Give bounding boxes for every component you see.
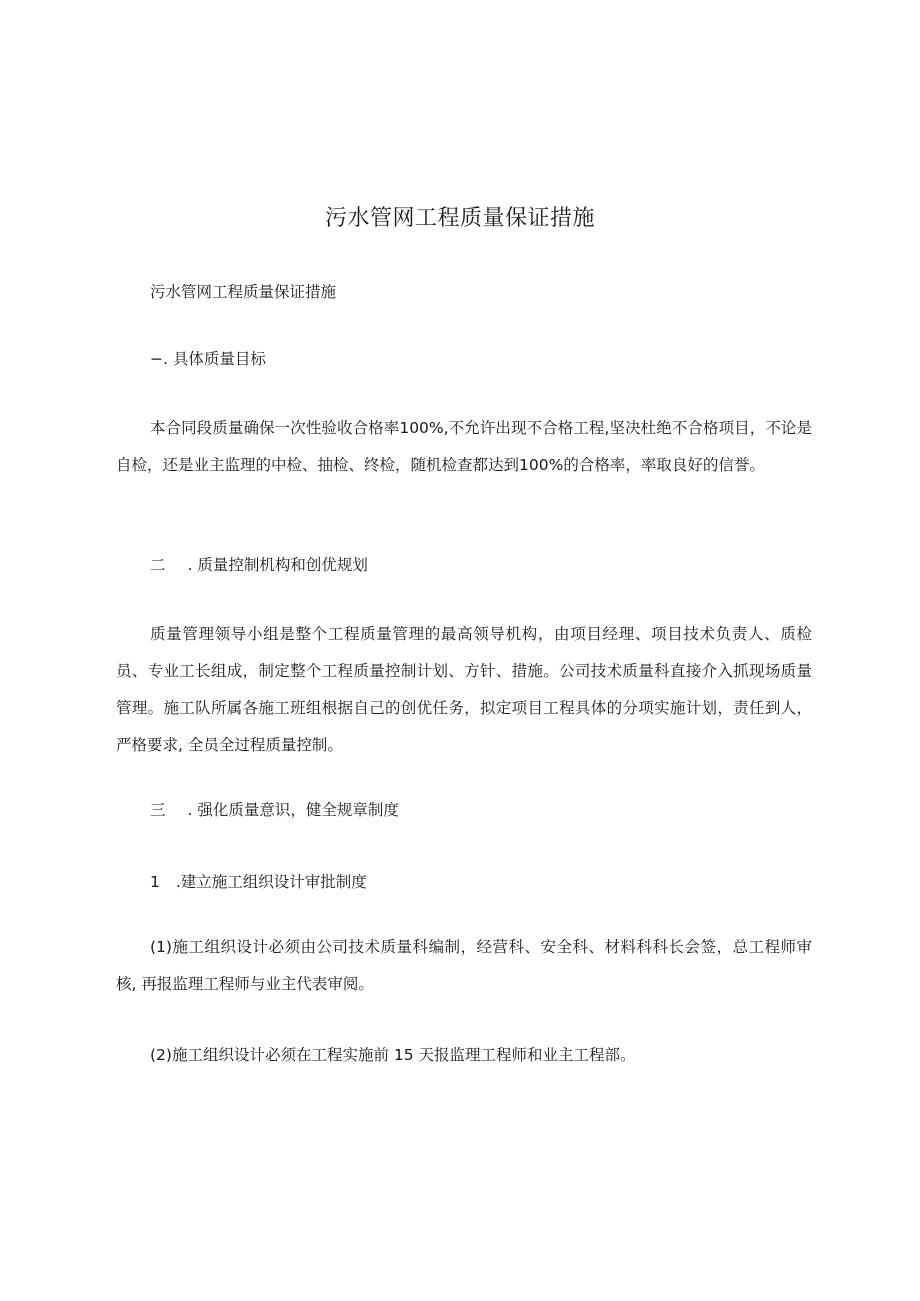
section-1-paragraph: 本合同段质量确保一次性验收合格率100%,不允许出现不合格工程,坚决杜绝不合格项目，不论是自检，还是业主监理的中检、抽检、终检，随机检查都达到100%的合格率，率取良好的信誉。 bbox=[116, 419, 812, 474]
section-3-number: 三 bbox=[150, 801, 166, 819]
subsection-item-1: (1)施工组织设计必须由公司技术质量科编制，经营科、安全科、材料科科长会签，总工程师审核, 再报监理工程师与业主代表审阅。 bbox=[116, 938, 812, 993]
section-2-heading-text: . 质量控制机构和创优规划 bbox=[187, 556, 368, 574]
section-1-number: − bbox=[150, 350, 163, 368]
section-2-number: 二 bbox=[150, 556, 166, 574]
section-3-heading bbox=[150, 798, 399, 822]
document-title: 污水管网工程质量保证措施 bbox=[324, 206, 595, 231]
subsection-item-2: (2)施工组织设计必须在工程实施前 15 天报监理工程师和业主工程部。 bbox=[150, 1046, 636, 1064]
section-2-heading bbox=[150, 553, 368, 577]
section-3-heading-text: . 强化质量意识，健全规章制度 bbox=[187, 801, 399, 819]
subsection-1-number: 1 bbox=[150, 873, 160, 891]
section-2-paragraph: 质量管理领导小组是整个工程质量管理的最高领导机构，由项目经理、项目技术负责人、质检员、专业工长组成，制定整个工程质量控制计划、方针、措施。公司技术质量科直接介入抓现场质量管理。施工队所属各施工班组根据自己的创优任务，拟定项目工程具体的分项实施计划，责任到人，严格要求, 全员全过程质量控制。 bbox=[116, 625, 812, 754]
document-subtitle: 污水管网工程质量保证措施 bbox=[150, 283, 337, 301]
subsection-1-heading bbox=[150, 870, 367, 894]
section-1-heading bbox=[150, 347, 266, 371]
subsection-1-heading-text: .建立施工组织设计审批制度 bbox=[175, 873, 367, 891]
section-1-heading-text: . 具体质量目标 bbox=[163, 350, 266, 368]
